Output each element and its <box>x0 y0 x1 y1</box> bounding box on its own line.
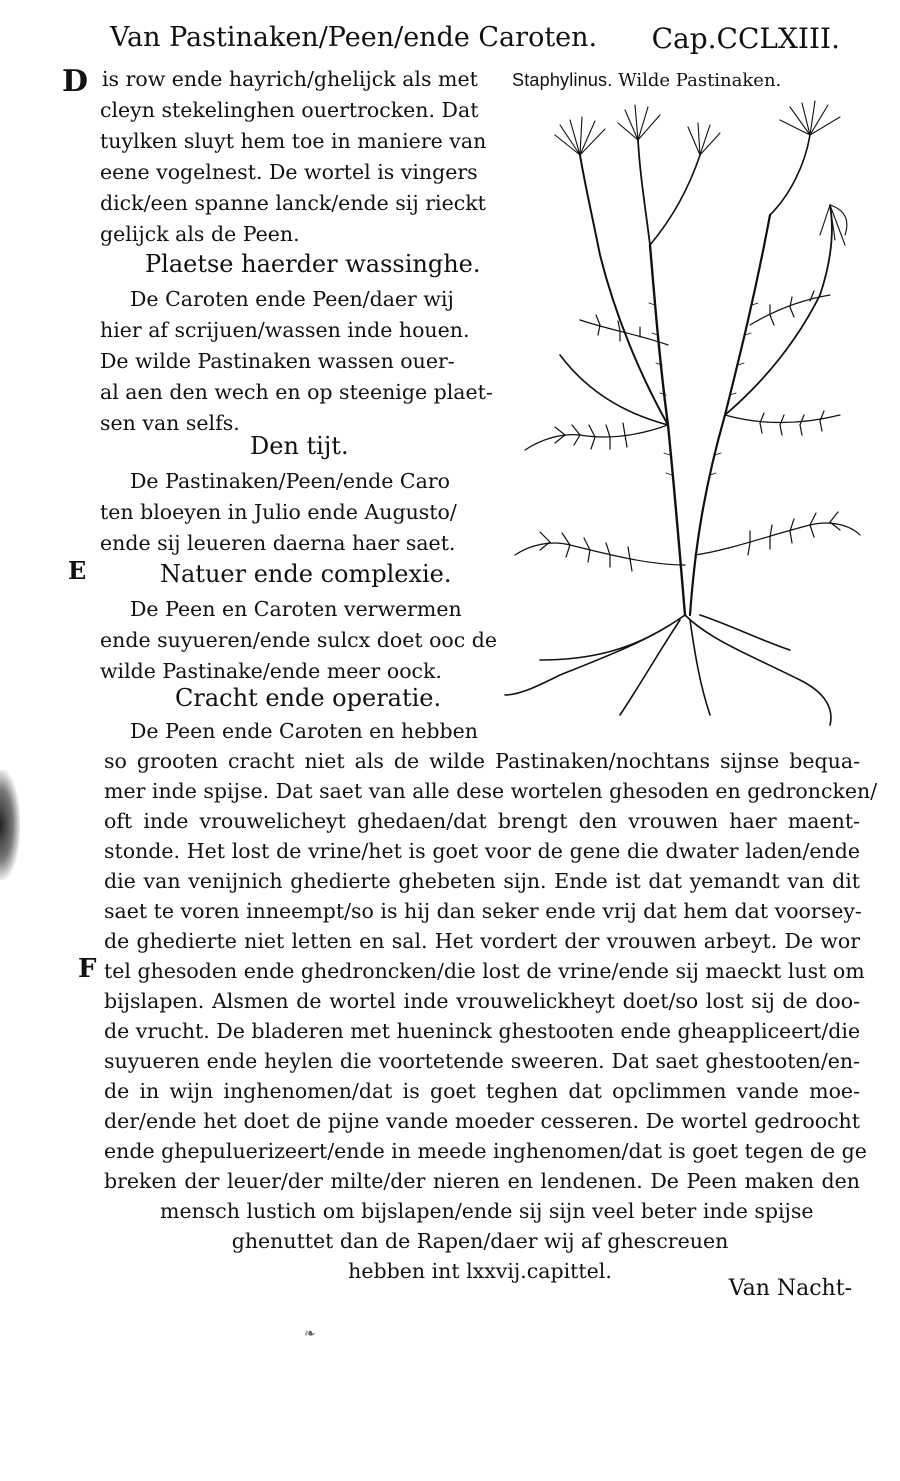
heading-place: Plaetse haerder wassinghe. <box>145 250 481 278</box>
body-line: mer inde spijse. Dat saet van alle dese wortelen ghesoden en gedroncken/ <box>104 779 878 803</box>
nature-line: wilde Pastinake/ende meer oock. <box>100 659 442 683</box>
closing-line: mensch lustich om bijslapen/ende sij sijn veel beter inde spijse <box>160 1199 814 1223</box>
margin-letter-f: F <box>78 954 97 984</box>
place-line: De wilde Pastinaken wassen ouer- <box>100 349 455 373</box>
power-first-line: De Peen ende Caroten en hebben <box>130 719 478 743</box>
body-line: die van venijnich ghedierte ghebeten sijn. Ende ist dat yemandt van dit <box>104 869 860 893</box>
margin-letter-e: E <box>68 556 87 585</box>
chapter-number: Cap.CCLXIII. <box>651 22 840 55</box>
body-line: de in wijn inghenomen/dat is goet teghen dat opclimmen vande moe- <box>104 1079 860 1103</box>
body-line: tel ghesoden ende ghedroncken/die lost de vrine/ende sij maeckt lust om <box>104 959 865 983</box>
intro-line: gelijck als de Peen. <box>100 222 300 246</box>
body-line: saet te voren inneempt/so is hij dan seker ende vrij dat hem dat voorsey- <box>104 899 862 923</box>
body-line: so grooten cracht niet als de wilde Pastinaken/nochtans sijnse bequa- <box>104 749 860 773</box>
intro-line: cleyn stekelinghen ouertrocken. Dat <box>100 98 479 122</box>
body-line: ende ghepuluerizeert/ende in meede inghenomen/dat is goet tegen de ge <box>104 1139 867 1163</box>
heading-power: Cracht ende operatie. <box>175 684 442 712</box>
illustration-caption <box>512 70 781 91</box>
body-line: oft inde vrouwelicheyt ghedaen/dat brengt den vrouwen haer maent- <box>104 809 860 833</box>
time-line: De Pastinaken/Peen/ende Caro <box>130 469 450 493</box>
time-line: ten bloeyen in Julio ende Augusto/ <box>100 500 457 524</box>
binding-shadow <box>0 770 20 880</box>
caption-latin: Staphylinus. <box>512 70 613 90</box>
intro-line: eene vogelnest. De wortel is vingers <box>100 160 478 184</box>
drop-initial: D <box>62 64 89 99</box>
body-line: de ghedierte niet letten en sal. Het vordert der vrouwen arbeyt. De wor <box>104 929 860 953</box>
place-line: sen van selfs. <box>100 411 240 435</box>
place-line: al aen den wech en op steenige plaet- <box>100 380 493 404</box>
body-line: breken der leuer/der milte/der nieren en lendenen. De Peen maken den <box>104 1169 860 1193</box>
body-line: suyueren ende heylen die voortetende sweeren. Dat saet ghestooten/en- <box>104 1049 860 1073</box>
heading-nature: Natuer ende complexie. <box>160 560 452 588</box>
place-line: De Caroten ende Peen/daer wij <box>130 287 454 311</box>
body-line: de vrucht. De bladeren met hueninck ghestooten ende gheappliceert/die <box>104 1019 861 1043</box>
body-line: stonde. Het lost de vrine/het is goet voor de gene die dwater laden/ende <box>104 839 860 863</box>
closing-line: hebben int lxxvij.capittel. <box>348 1259 612 1283</box>
paper-blemish: ❧ <box>304 1326 316 1342</box>
body-line: der/ende het doet de pijne vande moeder cesseren. De wortel gedroocht <box>104 1109 860 1133</box>
intro-line: dick/een spanne lanck/ende sij rieckt <box>100 191 486 215</box>
catchword: Van Nacht- <box>728 1276 852 1301</box>
closing-line: ghenuttet dan de Rapen/daer wij af ghescreuen <box>231 1229 729 1253</box>
nature-line: De Peen en Caroten verwermen <box>130 597 462 621</box>
time-line: ende sij leueren daerna haer saet. <box>100 531 456 555</box>
place-line: hier af scrijuen/wassen inde houen. <box>100 318 470 342</box>
chapter-title: Van Pastinaken/Peen/ende Caroten. <box>110 22 598 53</box>
nature-line: ende suyueren/ende sulcx doet ooc de <box>100 628 498 652</box>
running-header <box>110 22 840 62</box>
intro-line: tuylken sluyt hem toe in maniere van <box>100 129 487 153</box>
body-line: bijslapen. Alsmen de wortel inde vrouwelickheyt doet/so lost sij de doo- <box>104 989 860 1013</box>
intro-line: is row ende hayrich/ghelijck als met <box>102 67 478 91</box>
wild-carrot-woodcut <box>500 95 870 745</box>
heading-time: Den tijt. <box>250 432 349 460</box>
caption-vernacular: Wilde Pastinaken. <box>618 70 782 91</box>
